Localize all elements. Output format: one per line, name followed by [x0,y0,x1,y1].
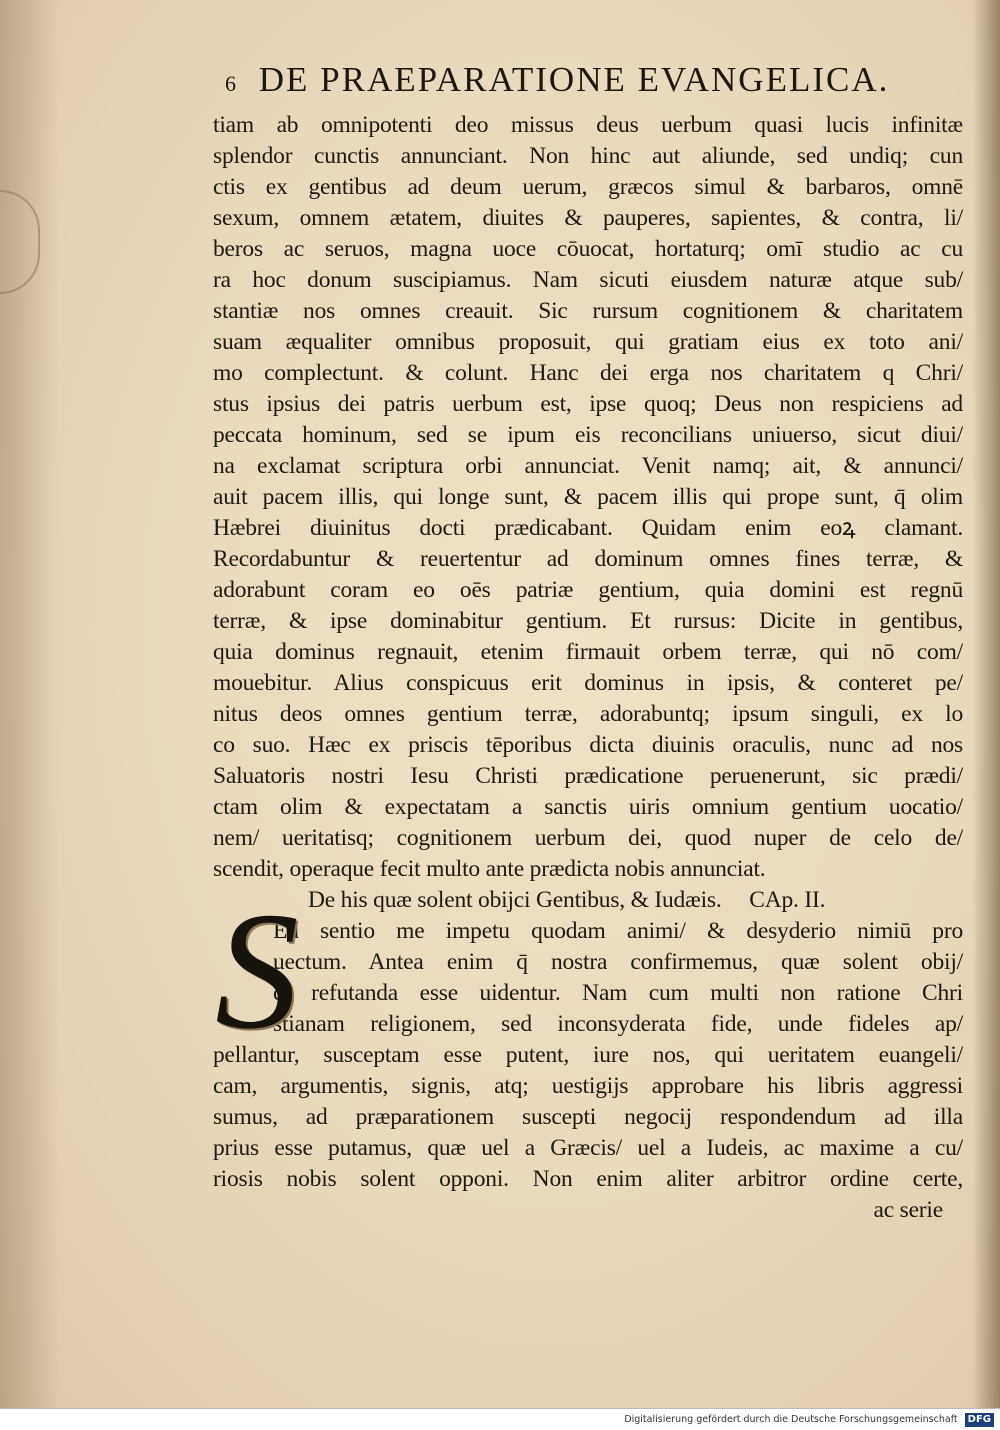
text-block [213,110,963,1226]
body-line: peccata hominum, sed se ipum eis reconcilians uniuerso, sicut diui/ [213,422,963,448]
body-line: stus ipsius dei patris uerbum est, ipse quoq; Deus non respiciens ad [213,391,963,417]
running-header [225,60,955,108]
running-title: DE PRAEPARATIONE EVANGELICA. [258,60,890,99]
digitization-footer [0,1408,1000,1430]
folio-number: 6 [225,71,238,96]
drop-cap-initial: S [215,878,299,1064]
chapter-heading: De his quæ solent obijci Gentibus, & Iudæis. [308,887,722,913]
body-line: quia dominus regnauit, etenim firmauit orbem terræ, qui nō com/ [213,639,963,665]
chapter-line: sumus, ad præparationem suscepti negocij respondendum ad illa [213,1104,963,1130]
body-line: suam æqualiter omnibus proposuit, qui gratiam eius ex toto ani/ [213,329,963,355]
chapter-line: prius esse putamus, quæ uel a Græcis/ uel a Iudeis, ac maxime a cu/ [213,1135,963,1161]
page-tab-mark [0,190,40,294]
body-line: tiam ab omnipotenti deo missus deus uerbum quasi lucis infinitæ [213,112,963,138]
body-line: na exclamat scriptura orbi annunciat. Venit namq; ait, & annunci/ [213,453,963,479]
body-line: ctam olim & expectatam a sanctis uiris omnium gentium uocatio/ [213,794,963,820]
body-line: scendit, operaque fecit multo ante prædicta nobis annunciat. [213,856,766,882]
chapter-line: uectum. Antea enim q̄ nostra confirmemus, quæ solent obij/ [273,949,963,975]
body-line: co suo. Hæc ex priscis tēporibus dicta diuinis oraculis, nunc ad nos [213,732,963,758]
body-line: adorabunt coram eo oēs patriæ gentium, quia domini est regnū [213,577,963,603]
body-line: nitus deos omnes gentium terræ, adorabuntq; ipsum singuli, ex lo [213,701,963,727]
body-line: Saluatoris nostri Iesu Christi prædicatione peruenerunt, sic prædi/ [213,763,963,789]
chapter-line: riosis nobis solent opponi. Non enim aliter arbitror ordine certe, [213,1166,963,1192]
chapter-heading-line [213,885,963,916]
body-line: mo complectunt. & colunt. Hanc dei erga nos charitatem q Chri/ [213,360,963,386]
chapter-line: cam, argumentis, signis, atq; uestigijs approbare his libris aggressi [213,1073,963,1099]
body-line: Recordabuntur & reuertentur ad dominum omnes fines terræ, & [213,546,963,572]
body-line: Hæbrei diuinitus docti prædicabant. Quidam enim eoꝝ clamant. [213,515,963,541]
body-line: beros ac seruos, magna uoce cōuocat, hortaturq; omī studio ac cu [213,236,963,262]
chapter-line: ci refutanda esse uidentur. Nam cum multi non ratione Chri [273,980,963,1006]
chapter-line: Ed sentio me impetu quodam animi/ & desyderio nimiū pro [273,918,963,944]
funding-credit: Digitalisierung gefördert durch die Deutsche Forschungsgemeinschaft [624,1414,958,1425]
body-line: nem/ ueritatisq; cognitionem uerbum dei, quod nuper de celo de/ [213,825,963,851]
body-line: ctis ex gentibus ad deum uerum, græcos simul & barbaros, omnē [213,174,963,200]
chapter-line: pellantur, susceptam esse putent, iure nos, qui ueritatem euangeli/ [213,1042,963,1068]
chapter-line: stianam religionem, sed inconsyderata fide, unde fideles ap/ [273,1011,963,1037]
body-line: terræ, & ipse dominabitur gentium. Et rursus: Dicite in gentibus, [213,608,963,634]
body-line: mouebitur. Alius conspicuus erit dominus in ipsis, & conteret pe/ [213,670,963,696]
body-line: ra hoc donum suscipiamus. Nam sicuti eiusdem naturæ atque sub/ [213,267,963,293]
body-line: sexum, omnem ætatem, diuites & pauperes, sapientes, & contra, li/ [213,205,963,231]
body-line: auit pacem illis, qui longe sunt, & pacem illis qui prope sunt, q̄ olim [213,484,963,510]
dfg-logo: DFG [965,1413,994,1427]
body-line: stantiæ nos omnes creauit. Sic rursum cognitionem & charitatem [213,298,963,324]
catchword: ac serie [873,1197,943,1223]
body-line: splendor cunctis annunciant. Non hinc aut aliunde, sed undiq; cun [213,143,963,169]
chapter-number: CAp. II. [749,887,826,913]
